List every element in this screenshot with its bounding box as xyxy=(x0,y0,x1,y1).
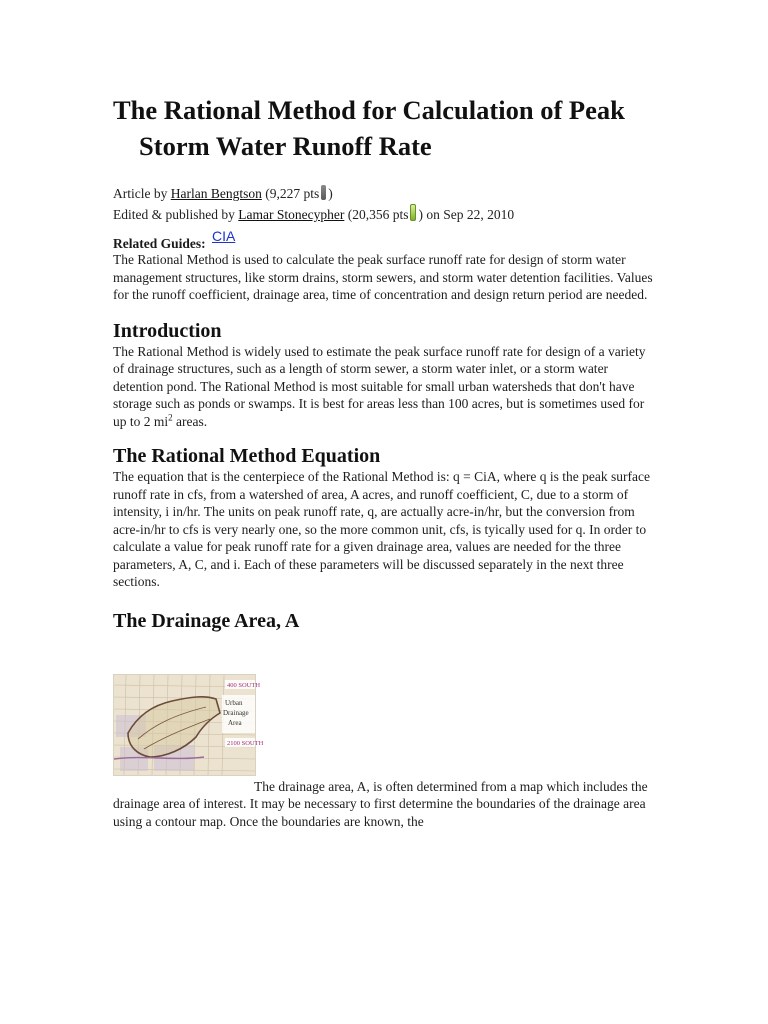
drainage-area-map-image xyxy=(113,674,264,776)
editor-points-close: ) on Sep 22, 2010 xyxy=(418,207,515,222)
section-text-drainage-area xyxy=(113,778,658,831)
intro-text: The Rational Method is widely used to estimate the peak surface runoff rate for design of a variety of drainage structures, such as a length of storm sewer, a storm water inlet, or a storm water detention pond. The Rational Method is most suitable for small urban watersheds that don't have storage such as ponds or swamps. It is best for areas less than 100 acres, but is sometimes used for up to 2 mi xyxy=(113,343,646,429)
map-graphic xyxy=(114,675,264,775)
map-label-area-1: Urban xyxy=(225,698,243,707)
points-badge-icon xyxy=(410,204,416,221)
editor-prefix: Edited & published by xyxy=(113,207,235,222)
article xyxy=(113,92,658,830)
map-label-top: 400 SOUTH xyxy=(227,681,261,689)
related-guide-link[interactable]: CIA xyxy=(212,228,236,244)
editor-link[interactable]: Lamar Stonecypher xyxy=(238,207,345,222)
byline-author xyxy=(113,184,658,204)
author-link[interactable]: Harlan Bengtson xyxy=(170,186,262,201)
author-prefix: Article by xyxy=(113,186,168,201)
map-label-area-2: Drainage xyxy=(223,708,249,717)
map-label-area-3: Area xyxy=(228,718,242,727)
section-heading-equation: The Rational Method Equation xyxy=(113,445,381,467)
drainage-area-text: The drainage area, A, is often determined from a map which includes the drainage area of interest. It may be necessary to first determine the boundaries of the drainage area using a contour map. Once the boundaries are known, the xyxy=(113,778,648,829)
page-title: The Rational Method for Calculation of Peak Storm Water Runoff Rate xyxy=(113,95,625,161)
section-heading-introduction: Introduction xyxy=(113,319,222,342)
editor-points: (20,356 pts xyxy=(347,207,409,222)
map-label-bottom: 2100 SOUTH xyxy=(227,739,264,747)
figure xyxy=(113,674,658,778)
points-badge-icon xyxy=(321,185,326,200)
related-guides xyxy=(113,229,658,251)
byline-editor xyxy=(113,204,658,225)
intro-text-tail: areas. xyxy=(172,413,208,429)
superscript: 2 xyxy=(168,412,173,422)
section-text-equation: The equation that is the centerpiece of the Rational Method is: q = CiA, where q is the peak surface runoff rate in cfs, from a watershed of area, A acres, and runoff coefficient, C, due to a storm of intensity, i in/hr. The units on peak runoff rate, q, are actually acre-in/hr, but the conversion from acre-in/hr to cfs is very nearly one, so the more common unit, cfs, is tyically used for q. In order to calculate a value for peak runoff rate for a given drainage area, values are needed for the three parameters, A, C, and i. Each of these parameters will be discussed separately in the next three sections. xyxy=(113,469,650,589)
author-points: (9,227 pts xyxy=(265,186,320,201)
author-points-close: ) xyxy=(328,186,333,201)
section-text-introduction xyxy=(113,343,658,431)
article-summary: The Rational Method is used to calculate the peak surface runoff rate for design of storm water management structures, like storm drains, storm sewers, and storm water detention facilities. Values for the runoff coefficient, drainage area, time of concentration and design return period are needed. xyxy=(113,252,653,302)
section-heading-drainage-area: The Drainage Area, A xyxy=(113,609,300,632)
related-guides-label: Related Guides: xyxy=(113,236,206,251)
